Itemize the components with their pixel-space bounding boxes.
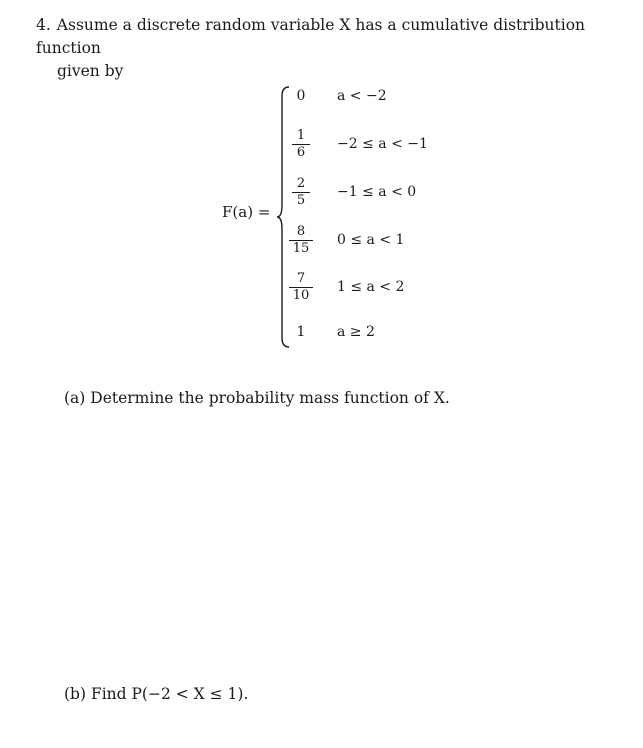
denominator: 15 [292, 241, 310, 256]
part-a-question: (a) Determine the probability mass function of X. [64, 389, 450, 407]
cdf-case-row [290, 88, 490, 128]
problem-statement [36, 14, 616, 83]
cdf-case-condition: −1 ≤ a < 0 [337, 184, 417, 200]
fraction [294, 176, 308, 209]
intro-text: Assume a discrete random variable X has a cumulative distribution function [36, 16, 586, 57]
cdf-case-value [290, 270, 312, 304]
fraction [294, 128, 308, 161]
cdf-case-condition: −2 ≤ a < −1 [337, 136, 428, 152]
numerator: 7 [296, 271, 306, 286]
cdf-case-value [290, 127, 312, 161]
numerator: 2 [296, 176, 306, 191]
cdf-lhs: F(a) = [222, 203, 271, 221]
numerator: 1 [296, 128, 306, 143]
cdf-case-condition: 0 ≤ a < 1 [337, 232, 405, 248]
part-b-question: (b) Find P(−2 < X ≤ 1). [64, 685, 249, 703]
fraction [291, 224, 312, 257]
cdf-case-value: 0 [296, 88, 306, 104]
cdf-case-row [290, 175, 490, 215]
cdf-case-condition: a ≥ 2 [337, 324, 375, 340]
denominator: 10 [292, 288, 310, 303]
piecewise-brace [276, 86, 290, 348]
cdf-case-condition: a < −2 [337, 88, 387, 104]
cdf-case-condition: 1 ≤ a < 2 [337, 279, 405, 295]
fraction [291, 271, 312, 304]
cdf-case-value [290, 175, 312, 209]
denominator: 5 [296, 193, 306, 208]
numerator: 8 [296, 224, 306, 239]
denominator: 6 [296, 145, 306, 160]
cdf-case-row [290, 324, 490, 364]
problem-intro-line-1 [36, 14, 616, 60]
cdf-case-row [290, 127, 490, 167]
problem-number: 4. [36, 16, 51, 34]
cdf-case-row [290, 270, 490, 310]
cdf-case-row [290, 223, 490, 263]
cdf-case-value [290, 223, 312, 257]
problem-intro-line-2: given by [57, 62, 124, 80]
cdf-case-value: 1 [296, 324, 306, 340]
